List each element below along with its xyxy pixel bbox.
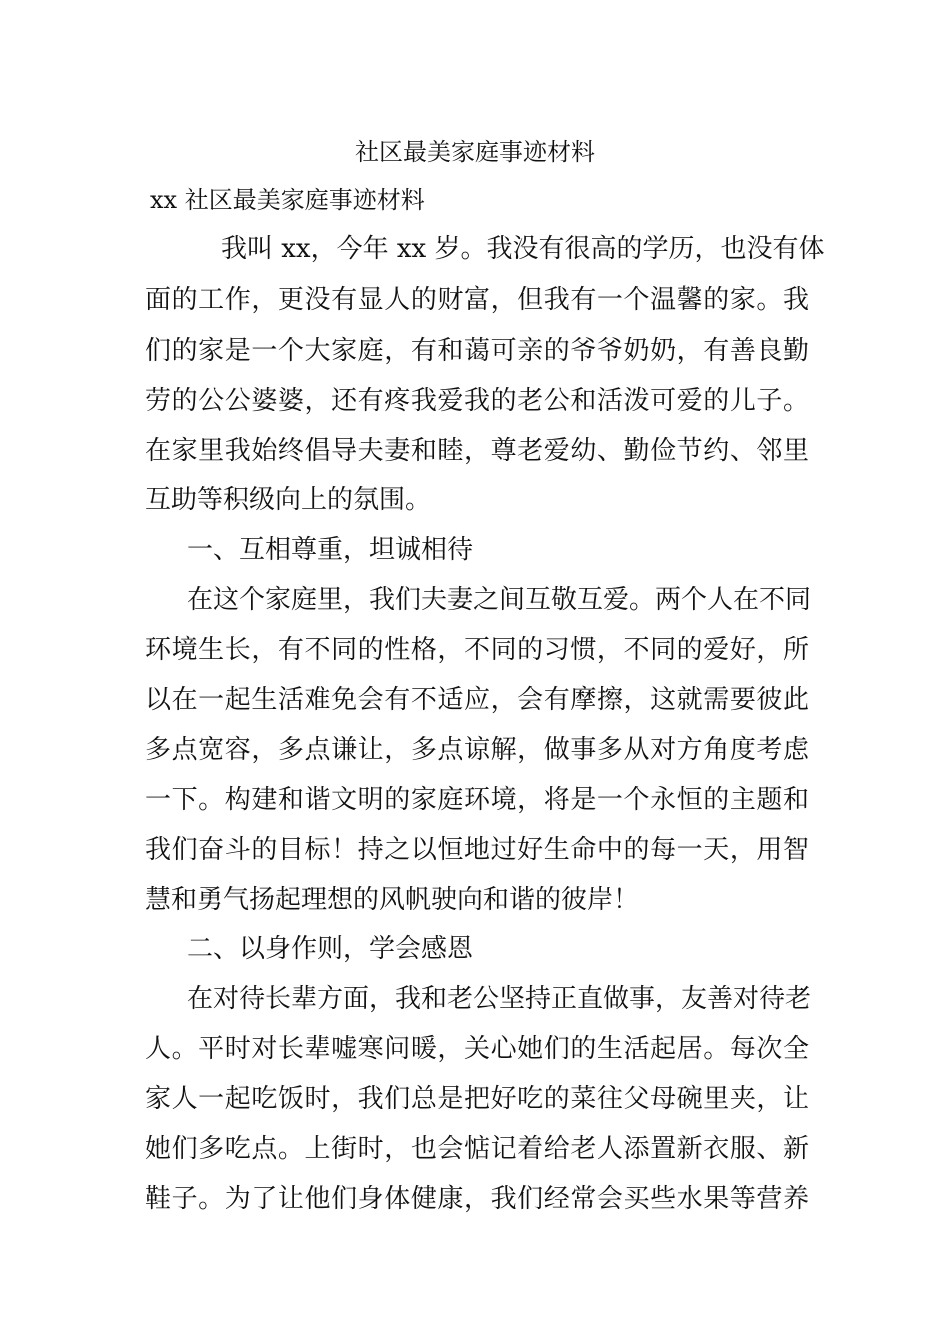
paragraph-line: 她们多吃点。上街时，也会惦记着给老人添置新衣服、新: [145, 1134, 809, 1164]
paragraph-line: 慧和勇气扬起理想的风帆驶向和谐的彼岸！: [145, 885, 640, 915]
section-heading-2: 二、以身作则，学会感恩: [187, 934, 474, 964]
paragraph-line: 互助等积级向上的氛围。: [145, 485, 432, 515]
paragraph-line: 家人一起吃饭时，我们总是把好吃的菜往父母碗里夹，让: [145, 1084, 809, 1114]
paragraph-line: 在对待长辈方面，我和老公坚持正直做事，友善对待老: [187, 984, 812, 1014]
paragraph-line: 人。平时对长辈嘘寒问暖，关心她们的生活起居。每次全: [145, 1034, 809, 1064]
section-heading-1: 一、互相尊重，坦诚相待: [187, 535, 474, 565]
paragraph-line: 在这个家庭里，我们夫妻之间互敬互爱。两个人在不同: [187, 585, 812, 615]
document-subtitle: xx 社区最美家庭事迹材料: [150, 186, 425, 214]
document-title: 社区最美家庭事迹材料: [355, 138, 595, 166]
paragraph-line: 环境生长，有不同的性格，不同的习惯，不同的爱好，所: [145, 635, 809, 665]
paragraph-line: 在家里我始终倡导夫妻和睦，尊老爱幼、勤俭节约、邻里: [145, 436, 809, 466]
paragraph-line: 面的工作，更没有显人的财富，但我有一个温馨的家。我: [145, 285, 809, 315]
paragraph-line: 一下。构建和谐文明的家庭环境，将是一个永恒的主题和: [145, 785, 809, 815]
paragraph-line: 劳的公公婆婆，还有疼我爱我的老公和活泼可爱的儿子。: [145, 386, 809, 416]
paragraph-line: 多点宽容，多点谦让，多点谅解，做事多从对方角度考虑: [145, 735, 809, 765]
paragraph-line: 我叫 xx，今年 xx 岁。我没有很高的学历，也没有体: [221, 234, 825, 264]
paragraph-line: 鞋子。为了让他们身体健康，我们经常会买些水果等营养: [145, 1184, 809, 1214]
paragraph-line: 我们奋斗的目标！持之以恒地过好生命中的每一天，用智: [145, 835, 809, 865]
paragraph-line: 以在一起生活难免会有不适应，会有摩擦，这就需要彼此: [145, 685, 809, 715]
paragraph-line: 们的家是一个大家庭，有和蔼可亲的爷爷奶奶，有善良勤: [145, 336, 809, 366]
